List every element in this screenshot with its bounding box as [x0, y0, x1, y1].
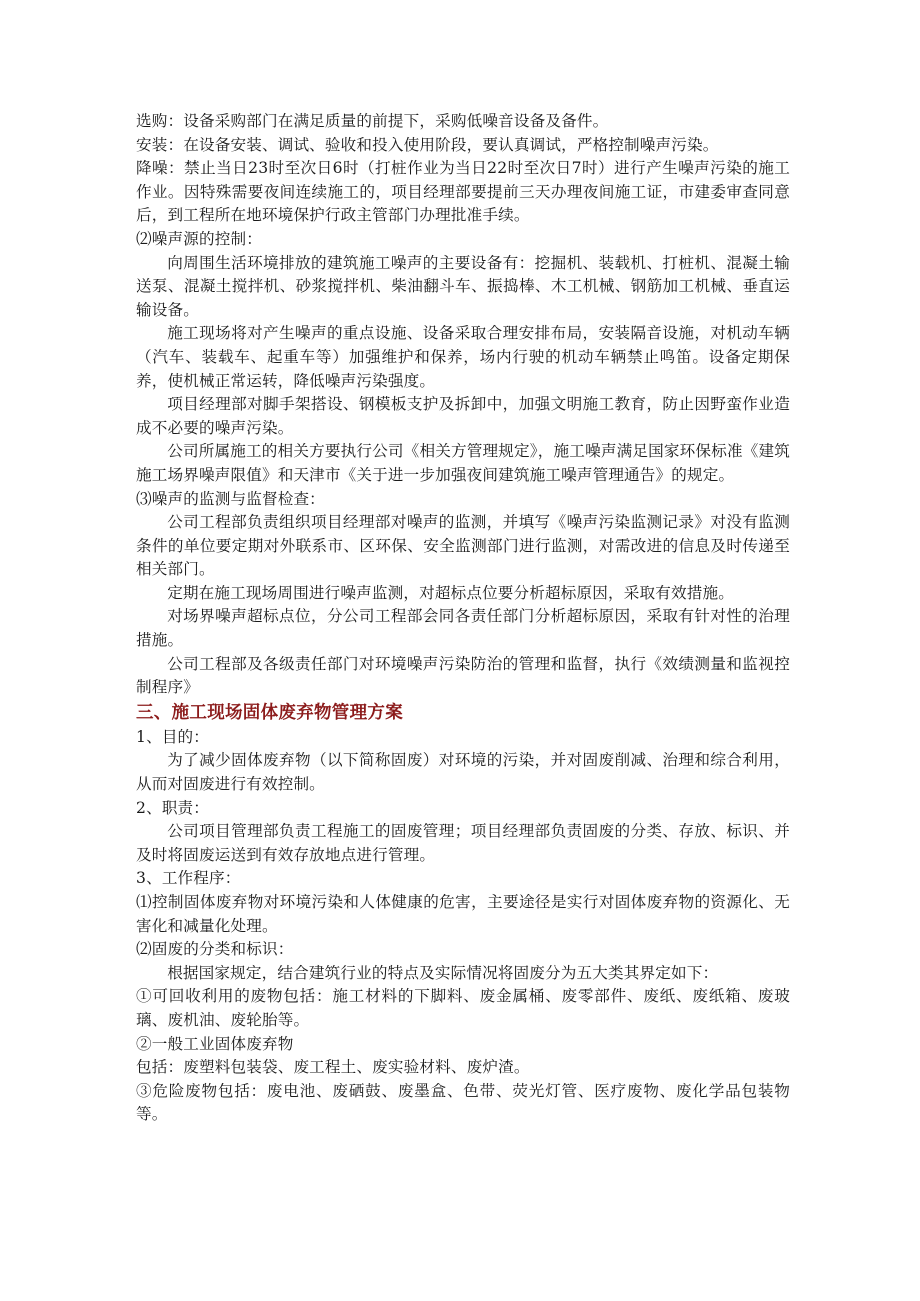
paragraph-noise-reduction: 降噪：禁止当日23时至次日6时（打桩作业为当日22时至次日7时）进行产生噪声污染的施工作业。因特殊需要夜间连续施工的，项目经理部要提前三天办理夜间施工证，市建委审查同意后，到工程所在地环境保护行政主管部门办理批准手续。 [136, 159, 790, 225]
paragraph-scaffolding: 项目经理部对脚手架搭设、钢模板支护及拆卸中，加强文明施工教育，防止因野蛮作业造成不必要的噪声污染。 [136, 395, 790, 437]
paragraph-noise-equipment: 向周围生活环境排放的建筑施工噪声的主要设备有：挖掘机、装载机、打桩机、混凝土输送泵、混凝土搅拌机、砂浆搅拌机、柴油翻斗车、振捣棒、木工机械、钢筋加工机械、垂直运输设备。 [136, 253, 790, 319]
list-item-recyclable: ①可回收利用的废物包括：施工材料的下脚料、废金属桶、废零部件、废纸、废纸箱、废玻璃、废机油、废轮胎等。 [136, 987, 790, 1029]
paragraph-purpose: 为了减少固体废弃物（以下简称固废）对环境的污染，并对固废削减、治理和综合利用，从而对固废进行有效控制。 [136, 751, 790, 794]
paragraph-periodic-monitoring: 定期在施工现场周围进行噪声监测，对超标点位要分析超标原因，采取有效措施。 [167, 583, 734, 602]
list-item-hazardous: ③危险废物包括：废电池、废硒鼓、废墨盒、色带、荧光灯管、医疗废物、废化学品包装物等。 [136, 1081, 790, 1124]
document-page [136, 110, 790, 1127]
paragraph-selection: 选购：设备采购部门在满足质量的前提下，采购低噪音设备及备件。 [136, 112, 609, 130]
paragraph-monitoring-organization: 公司工程部负责组织项目经理部对噪声的监测，并填写《噪声污染监测记录》对没有监测条件的单位要定期对外联系市、区环保、安全监测部门进行监测，对需改进的信息及时传递至相关部门。 [136, 513, 790, 579]
paragraph-exceedance-handling: 对场界噪声超标点位，分公司工程部会同各责任部门分析超标原因，采取有针对性的治理措施。 [136, 607, 790, 650]
subheading-procedure: 3、工作程序： [136, 869, 241, 888]
subheading-responsibilities: 2、职责： [136, 798, 210, 817]
section-heading-solid-waste: 三、施工现场固体废弃物管理方案 [136, 702, 403, 723]
paragraph-related-parties: 公司所属施工的相关方要执行公司《相关方管理规定》，施工噪声满足国家环保标准《建筑施工场界噪声限值》和天津市《关于进一步加强夜间建筑施工噪声管理通告》的规定。 [136, 442, 790, 484]
subheading-noise-monitoring: ⑶噪声的监测与监督检查： [136, 489, 325, 508]
list-item-general-industrial: ②一般工业固体废弃物 [136, 1034, 294, 1053]
subheading-purpose: 1、目的： [136, 727, 210, 746]
subheading-classification: ⑵固废的分类和标识： [136, 940, 294, 959]
paragraph-waste-control: ⑴控制固体废弃物对环境污染和人体健康的危害，主要途径是实行对固体废弃物的资源化、无害化和减量化处理。 [136, 893, 790, 935]
paragraph-site-layout: 施工现场将对产生噪声的重点设施、设备采取合理安排布局，安装隔音设施，对机动车辆（汽车、装载车、起重车等）加强维护和保养，场内行驶的机动车辆禁止鸣笛。设备定期保养，使机械正常运转，降低噪声污染强度。 [136, 324, 790, 390]
paragraph-responsibilities: 公司项目管理部负责工程施工的固废管理；项目经理部负责固废的分类、存放、标识、并及时将固废运送到有效存放地点进行管理。 [136, 822, 790, 864]
paragraph-installation: 安装：在设备安装、调试、验收和投入使用阶段，要认真调试，严格控制噪声污染。 [136, 135, 719, 154]
paragraph-supervision: 公司工程部及各级责任部门对环境噪声污染防治的管理和监督，执行《效绩测量和监视控制程序》 [136, 654, 790, 697]
subheading-noise-source-control: ⑵噪声源的控制： [136, 229, 262, 248]
paragraph-general-industrial-items: 包括：废塑料包装袋、废工程土、废实验材料、废炉渣。 [136, 1058, 530, 1077]
paragraph-classification-intro: 根据国家规定，结合建筑行业的特点及实际情况将固废分为五大类其界定如下： [167, 963, 719, 982]
